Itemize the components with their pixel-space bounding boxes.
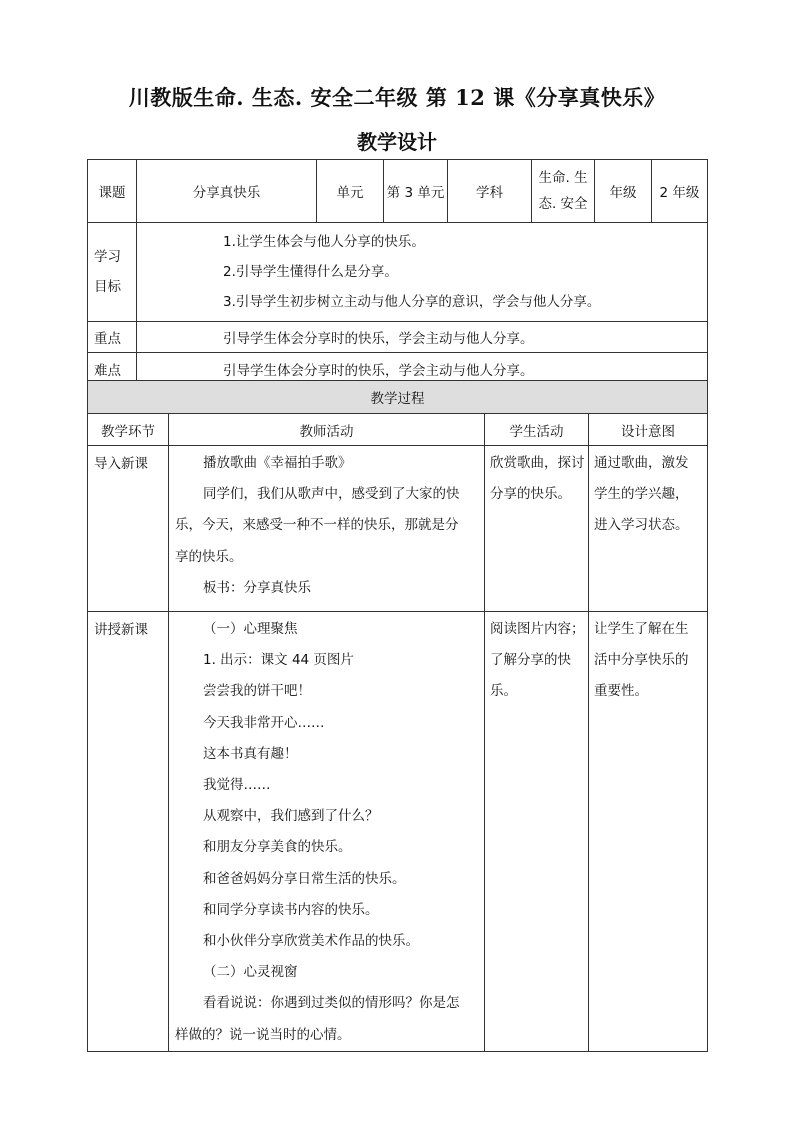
topic-label: 课题 bbox=[88, 160, 137, 223]
lecture-intent-line: 让学生了解在生 bbox=[594, 621, 689, 637]
lecture-stage: 讲授新课 bbox=[88, 612, 169, 1052]
difficult-text: 引导学生体会分享时的快乐，学会主动与他人分享。 bbox=[137, 353, 708, 385]
lecture-teacher-line: 和爸爸妈妈分享日常生活的快乐。 bbox=[203, 870, 406, 887]
intro-intent-line: 通过歌曲，激发 bbox=[594, 455, 689, 471]
lecture-teacher-line: 看看说说：你遇到过类似的情形吗？你是怎 bbox=[203, 995, 460, 1012]
key-label: 重点 bbox=[88, 322, 137, 353]
grade-label: 年级 bbox=[595, 160, 652, 223]
process-table bbox=[87, 380, 708, 1052]
intro-teacher-line: 同学们，我们从歌声中，感受到了大家的快 bbox=[203, 486, 460, 503]
subject-value bbox=[532, 160, 595, 223]
document-title: 川教版生命. 生态. 安全二年级 第 12 课《分享真快乐》 bbox=[128, 85, 666, 110]
header-student: 学生活动 bbox=[485, 414, 589, 446]
intro-teacher-line: 乐，今天，来感受一种不一样的快乐，那就是分 bbox=[175, 517, 459, 534]
info-table bbox=[87, 159, 708, 385]
header-intent: 设计意图 bbox=[589, 414, 708, 446]
lecture-teacher-line: 和朋友分享美食的快乐。 bbox=[203, 839, 352, 856]
document-subtitle: 教学设计 bbox=[357, 130, 437, 154]
lecture-teacher-line: 尝尝我的饼干吧！ bbox=[203, 683, 311, 700]
lecture-intent-line: 活中分享快乐的 bbox=[594, 652, 689, 669]
intro-student-line: 分享的快乐。 bbox=[490, 486, 571, 503]
goal-item: 3.引导学生初步树立主动与他人分享的意识，学会与他人分享。 bbox=[223, 294, 601, 310]
key-text: 引导学生体会分享时的快乐，学会主动与他人分享。 bbox=[137, 322, 708, 353]
intro-stage: 导入新课 bbox=[88, 446, 169, 612]
lecture-student bbox=[485, 612, 589, 1052]
intro-teacher-line: 板书：分享真快乐 bbox=[203, 579, 311, 596]
goals-label-line: 目标 bbox=[94, 279, 121, 295]
lecture-student-line: 阅读图片内容； bbox=[490, 621, 585, 637]
intro-teacher bbox=[169, 446, 485, 612]
lecture-teacher-line: 和小伙伴分享欣赏美术作品的快乐。 bbox=[203, 933, 419, 950]
grade-value: 2 年级 bbox=[652, 160, 708, 223]
unit-value: 第 3 单元 bbox=[384, 160, 448, 223]
lecture-teacher-line: （二）心灵视窗 bbox=[203, 964, 298, 981]
goal-item: 1.让学生体会与他人分享的快乐。 bbox=[223, 234, 425, 250]
lecture-intent-line: 重要性。 bbox=[594, 683, 648, 700]
lecture-teacher bbox=[169, 612, 485, 1052]
lecture-teacher-line: 我觉得…… bbox=[203, 777, 271, 794]
lecture-teacher-line: 和同学分享读书内容的快乐。 bbox=[203, 901, 379, 918]
intro-student-line: 欣赏歌曲，探讨 bbox=[490, 455, 585, 471]
lecture-intent bbox=[589, 612, 708, 1052]
header-stage: 教学环节 bbox=[88, 414, 169, 446]
intro-teacher-line: 享的快乐。 bbox=[175, 548, 243, 565]
lecture-teacher-line: （一）心理聚焦 bbox=[203, 621, 298, 637]
lecture-teacher-line: 今天我非常开心…… bbox=[203, 714, 325, 731]
topic-value: 分享真快乐 bbox=[137, 160, 317, 223]
goals-label-line: 学习 bbox=[94, 249, 121, 265]
lecture-teacher-line: 从观察中，我们感到了什么？ bbox=[203, 808, 379, 825]
lecture-teacher-line: 这本书真有趣！ bbox=[203, 745, 298, 762]
process-heading: 教学过程 bbox=[88, 381, 708, 414]
subject-label: 学科 bbox=[448, 160, 532, 223]
lecture-student-line: 乐。 bbox=[490, 683, 517, 700]
goals-content bbox=[137, 223, 708, 322]
goals-label bbox=[88, 223, 137, 322]
intro-intent-line: 学生的学兴趣， bbox=[594, 486, 689, 503]
subject-value-line: 生命. 生 bbox=[538, 170, 588, 186]
intro-student bbox=[485, 446, 589, 612]
lecture-student-line: 了解分享的快 bbox=[490, 652, 571, 669]
intro-intent-line: 进入学习状态。 bbox=[594, 517, 689, 534]
intro-teacher-line: 播放歌曲《幸福拍手歌》 bbox=[203, 455, 352, 471]
goal-item: 2.引导学生懂得什么是分享。 bbox=[223, 264, 398, 280]
header-teacher: 教师活动 bbox=[169, 414, 485, 446]
intro-intent bbox=[589, 446, 708, 612]
lecture-teacher-line: 1. 出示：课文 44 页图片 bbox=[203, 652, 354, 669]
lecture-teacher-line: 样做的？说一说当时的心情。 bbox=[175, 1026, 351, 1043]
difficult-label: 难点 bbox=[88, 353, 137, 385]
subject-value-line: 态. 安全 bbox=[538, 196, 588, 212]
unit-label: 单元 bbox=[317, 160, 384, 223]
